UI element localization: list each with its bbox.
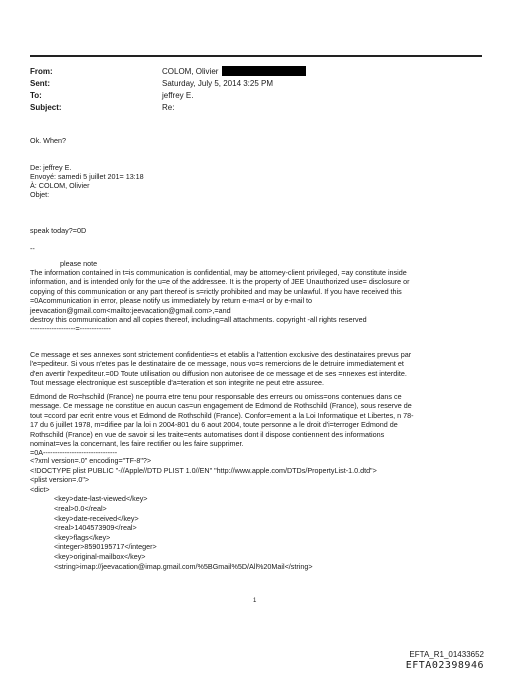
quoted-from: De: jeffrey E. <box>30 163 72 172</box>
disclaimer-line: 17 du 6 juillet 1978, m=difiee par la loi n 2004-801 du 6 aout 2004, toute personne a le droit d'i=terroger Edmond de <box>30 420 398 430</box>
sent-label: Sent: <box>30 79 50 88</box>
xml-line: <key>date-received</key> <box>54 513 139 523</box>
disclaimer-line: Tout message electronique est susceptible d'a=teration et son integrite ne peut etre assuree. <box>30 378 325 388</box>
sent-value: Saturday, July 5, 2014 3:25 PM <box>162 79 274 88</box>
quoted-sent: Envoyé: samedi 5 juillet 201= 13:18 <box>30 172 144 181</box>
footer-id-primary: EFTA_R1_01433652 <box>409 650 484 659</box>
to-label: To: <box>30 91 42 100</box>
xml-line: <key>flags</key> <box>54 532 111 542</box>
from-label: From: <box>30 67 53 76</box>
xml-line: <key>date-last-viewed</key> <box>54 494 148 504</box>
disclaimer-line: Rothschild (France) en vue de savoir si les traite=ents automatises dont il dispose contiennent des informations <box>30 429 385 439</box>
disclaimer-line: Ce message et ses annexes sont strictement confidentie=s et etablis a l'attention exclusive des destinataires prevus par <box>30 350 412 359</box>
notice-line: copying of this communication or any part thereof is s=rictly prohibited and may be unlawful. If you have received this <box>30 286 402 296</box>
footer-id-secondary: EFTA02398946 <box>405 660 484 671</box>
disclaimer-line: =0A------------------------------- <box>30 448 118 458</box>
message-body: speak today?=0D <box>30 226 87 235</box>
from-name: COLOM, Olivier <box>162 67 219 76</box>
quoted-to: À: COLOM, Olivier <box>30 181 90 190</box>
xml-line: <?xml version=.0" encoding="TF-8"?> <box>30 456 152 465</box>
french-disclaimer-1 <box>30 350 482 388</box>
quoted-subject: Objet: <box>30 190 50 199</box>
from-value <box>162 66 306 77</box>
page-number: 1 <box>253 598 257 604</box>
notice-line: jeevacation@gmail.com<mailto:jeevacation@gmail.com>,=and <box>30 305 231 315</box>
xml-line: <!DOCTYPE plist PUBLIC "-//Apple//DTD PLIST 1.0//EN" "http://www.apple.com/DTDs/PropertyList-1.0.dtd"> <box>30 465 377 475</box>
disclaimer-line: nominat=ves la concernant, les faire rectifier ou les faire supprimer. <box>30 439 244 449</box>
please-note: please note <box>60 259 98 268</box>
xml-line: <key>original-mailbox</key> <box>54 551 146 561</box>
notice-line: The information contained in t=is communication is confidential, may be attorney-client privileged, =ay constitute inside <box>30 268 407 277</box>
french-disclaimer-2 <box>30 392 482 458</box>
xml-line: <string>imap://jeevacation@imap.gmail.com/%5BGmail%5D/All%20Mail</string> <box>54 561 313 571</box>
xml-line: <dict> <box>30 484 50 494</box>
redaction-box <box>222 66 306 76</box>
signature-dashes: -- <box>30 244 35 253</box>
disclaimer-line: d'en avertir l'expediteur.=0D Toute utilisation ou diffusion non autorisee de ce message et de ses =nnexes est interdite. <box>30 368 407 378</box>
to-value: jeffrey E. <box>162 91 194 100</box>
header-rule <box>30 55 482 57</box>
notice-line: =0Acommunication in error, please notify us immediately by return e-ma=l or by e-mail to <box>30 296 313 306</box>
subject-value: Re: <box>162 103 175 112</box>
confidentiality-notice <box>30 268 482 334</box>
xml-line: <integer>8590195717</integer> <box>54 542 157 552</box>
notice-line: destroy this communication and all copies thereof, including=all attachments. copyright -all rights reserved <box>30 315 367 325</box>
notice-line: information, and is intended only for the u=e of the addressee. It is the property of JEE Unauthorized use= disclosure or <box>30 277 410 287</box>
subject-label: Subject: <box>30 103 62 112</box>
xml-line: <real>1404573909</real> <box>54 523 137 533</box>
disclaimer-line: l'e=pediteur. Si vous n'etes pas le destinataire de ce message, nous vo=s remercions de le detruire immediatement et <box>30 359 404 369</box>
reply-text: Ok. When? <box>30 136 66 145</box>
notice-line: -------------------=------------- <box>30 324 111 334</box>
disclaimer-line: tout =ccord par ecrit entre vous et Edmond de Rothschild (France). Confor=ement a la Loi Informatique et Libertes, n 78- <box>30 410 414 420</box>
disclaimer-line: Edmond de Ro=hschild (France) ne pourra etre tenu pour responsable des erreurs ou omiss=ons contenues dans ce <box>30 392 402 401</box>
plist-xml-block <box>30 456 377 571</box>
disclaimer-line: message. Ce message ne constitue en aucun cas=un engagement de Edmond de Rothschild (France), sous reserve de <box>30 401 412 411</box>
xml-line: <real>0.0</real> <box>54 503 107 513</box>
xml-line: <plist version=.0"> <box>30 475 90 485</box>
